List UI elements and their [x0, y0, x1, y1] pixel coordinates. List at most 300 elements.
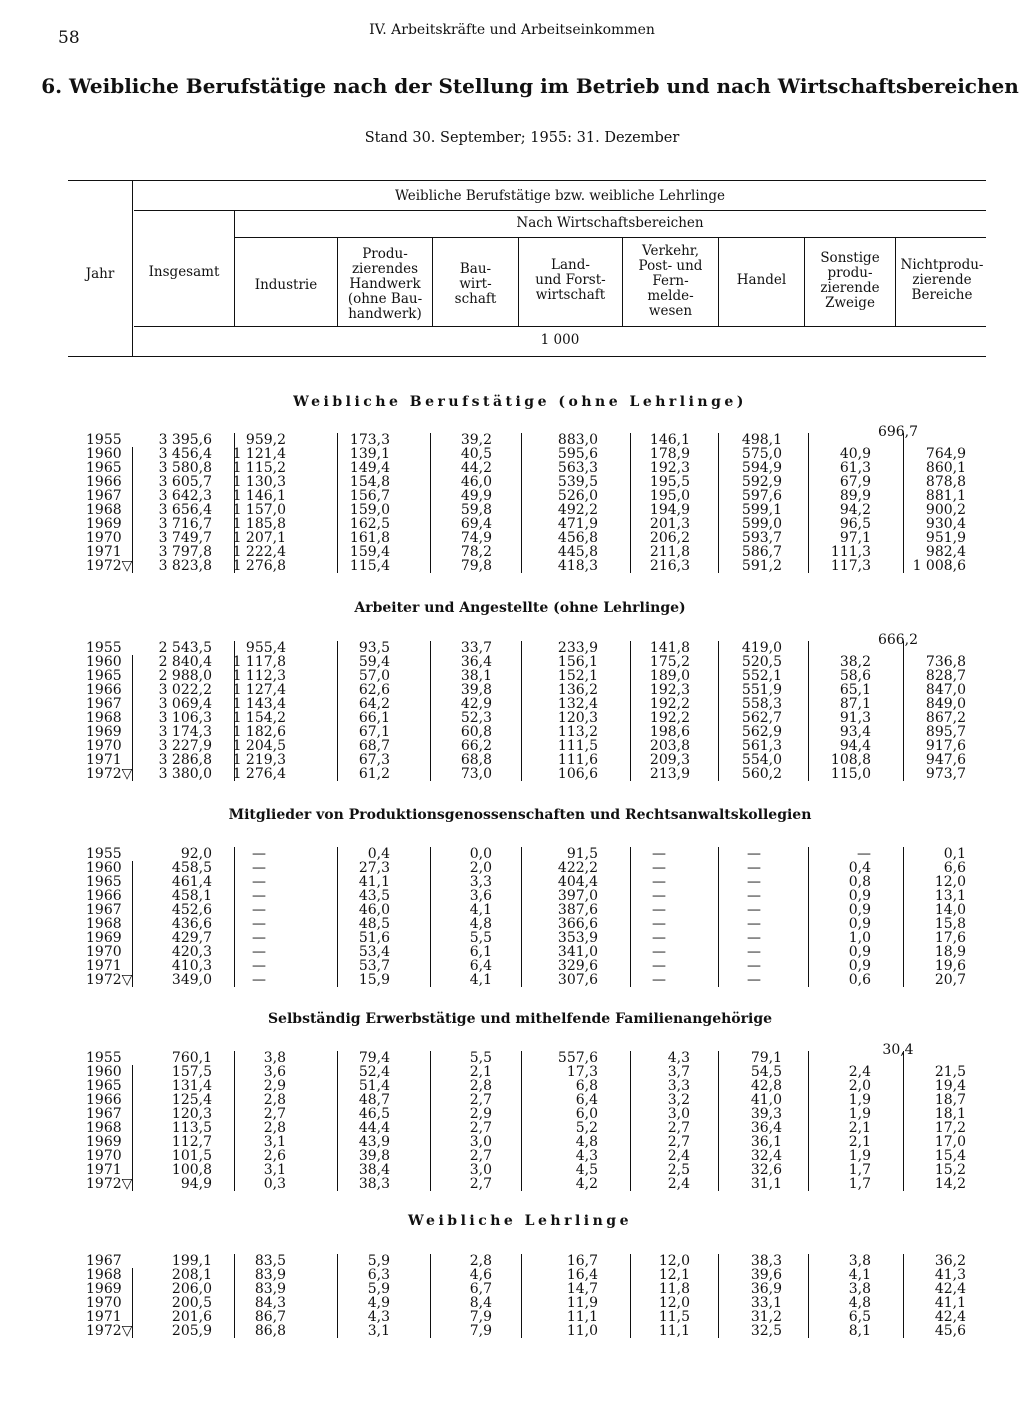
table-cell: 2,4: [667, 1148, 690, 1164]
table-cell: 115,0: [830, 766, 871, 782]
table-cell: 1969: [86, 930, 122, 946]
table-cell: 0,9: [848, 888, 871, 904]
table-cell: 1 219,3: [232, 752, 286, 768]
table-cell: 3,0: [469, 1134, 492, 1150]
table-cell: 420,3: [171, 944, 212, 960]
column-divider: [903, 641, 904, 781]
column-divider: [808, 1051, 809, 1191]
column-sonstige: [815, 1065, 871, 1191]
column-divider: [337, 1051, 338, 1191]
column-industrie: [232, 641, 286, 781]
section-heading-1: Weibliche Berufstätige (ohne Lehrlinge): [293, 394, 747, 410]
table-cell: 195,0: [649, 488, 690, 504]
table-cell: 38,4: [358, 1162, 390, 1178]
table-cell: —: [252, 958, 266, 974]
table-cell: 139,1: [349, 446, 390, 462]
table-cell: 40,5: [460, 446, 492, 462]
table-cell: 14,2: [934, 1176, 966, 1192]
table-cell: 341,0: [557, 944, 598, 960]
table-cell: —: [252, 930, 266, 946]
table-cell: 178,9: [649, 446, 690, 462]
column-handel: [726, 433, 782, 573]
table-cell: 6,6: [943, 860, 966, 876]
table-cell: 1965: [86, 874, 122, 890]
table-cell: 2 543,5: [158, 640, 212, 656]
table-cell: 1972▽: [86, 558, 133, 574]
table-cell: 3 797,8: [158, 544, 212, 560]
table-cell: 11,1: [566, 1309, 598, 1325]
table-cell: 6,1: [469, 944, 492, 960]
table-cell: 39,6: [750, 1267, 782, 1283]
column-verkehr: [628, 1254, 690, 1338]
table-cell: —: [747, 944, 761, 960]
column-sonstige: [815, 447, 871, 573]
table-cell: 52,4: [358, 1064, 390, 1080]
table-cell: 878,8: [925, 474, 966, 490]
column-industrie: [232, 847, 286, 987]
table-cell: —: [252, 944, 266, 960]
running-head: IV. Arbeitskräfte und Arbeitseinkommen: [369, 22, 655, 38]
table-cell: 353,9: [557, 930, 598, 946]
table-cell: 1970: [86, 944, 122, 960]
table-cell: —: [652, 902, 666, 918]
table-cell: 0,6: [848, 972, 871, 988]
table-cell: 18,7: [934, 1092, 966, 1108]
table-cell: 74,9: [460, 530, 492, 546]
table-cell: 3,2: [667, 1092, 690, 1108]
column-insgesamt: [140, 433, 212, 573]
table-cell: 157,5: [171, 1064, 212, 1080]
table-cell: 42,4: [934, 1309, 966, 1325]
column-handwerk: [342, 1051, 390, 1191]
table-cell: —: [252, 846, 266, 862]
table-cell: 67,9: [839, 474, 871, 490]
table-cell: 6,4: [469, 958, 492, 974]
table-cell: 4,8: [469, 916, 492, 932]
table-cell: 161,8: [349, 530, 390, 546]
table-cell: 96,5: [839, 516, 871, 532]
table-cell: 0,4: [367, 846, 390, 862]
table-cell: —: [252, 902, 266, 918]
column-verkehr: [628, 847, 690, 987]
table-cell: 6,8: [575, 1078, 598, 1094]
table-cell: 48,5: [358, 916, 390, 932]
table-cell: 1960: [86, 446, 122, 462]
table-cell: 19,4: [934, 1078, 966, 1094]
merged-sonstige-nichtprod: 696,7: [877, 424, 919, 440]
table-cell: 7,9: [469, 1309, 492, 1325]
table-cell: 17,3: [566, 1064, 598, 1080]
table-cell: 1955: [86, 432, 122, 448]
table-cell: 2,9: [469, 1106, 492, 1122]
column-divider: [808, 847, 809, 987]
table-cell: 3,3: [469, 874, 492, 890]
table-cell: 2,7: [469, 1120, 492, 1136]
table-cell: 2,8: [263, 1092, 286, 1108]
column-divider: [430, 847, 431, 987]
table-cell: 108,8: [830, 752, 871, 768]
table-cell: 562,7: [741, 710, 782, 726]
table-cell: 847,0: [925, 682, 966, 698]
table-cell: 1967: [86, 696, 122, 712]
table-cell: —: [747, 874, 761, 890]
table-cell: 445,8: [557, 544, 598, 560]
column-divider: [132, 861, 133, 987]
table-cell: 4,3: [575, 1148, 598, 1164]
table-cell: 3 227,9: [158, 738, 212, 754]
table-cell: 1960: [86, 860, 122, 876]
table-cell: 1972▽: [86, 972, 133, 988]
table-cell: 461,4: [171, 874, 212, 890]
table-cell: 1971: [86, 1162, 122, 1178]
table-cell: —: [652, 944, 666, 960]
table-cell: 84,3: [254, 1295, 286, 1311]
header-vline-jahr: [132, 180, 133, 356]
section-heading-5: Weibliche Lehrlinge: [407, 1213, 633, 1229]
table-cell: 1971: [86, 1309, 122, 1325]
table-cell: 79,1: [750, 1050, 782, 1066]
table-cell: 418,3: [557, 558, 598, 574]
table-cell: 91,3: [839, 710, 871, 726]
table-cell: 3 456,4: [158, 446, 212, 462]
header-nichtprod: Nichtprodu- zierende Bereiche: [900, 257, 984, 303]
table-cell: 12,0: [658, 1295, 690, 1311]
column-divider: [132, 1268, 133, 1338]
table-cell: 2,4: [848, 1064, 871, 1080]
table-cell: 3,8: [263, 1050, 286, 1066]
table-cell: 561,3: [741, 738, 782, 754]
table-cell: 36,4: [460, 654, 492, 670]
column-divider: [234, 641, 235, 781]
table-cell: 1969: [86, 1134, 122, 1150]
table-cell: 828,7: [925, 668, 966, 684]
table-cell: 1960: [86, 1064, 122, 1080]
column-divider: [132, 447, 133, 573]
table-cell: 208,1: [171, 1267, 212, 1283]
column-divider: [630, 847, 631, 987]
column-nichtprod: [900, 847, 966, 987]
table-cell: 0,0: [469, 846, 492, 862]
table-cell: 17,0: [934, 1134, 966, 1150]
column-handwerk: [342, 641, 390, 781]
column-divider: [521, 433, 522, 573]
table-cell: 61,3: [839, 460, 871, 476]
table-cell: 4,6: [469, 1267, 492, 1283]
table-cell: 42,9: [460, 696, 492, 712]
table-cell: 3 605,7: [158, 474, 212, 490]
table-cell: 94,4: [839, 738, 871, 754]
table-cell: 1971: [86, 544, 122, 560]
header-handel: Handel: [736, 272, 787, 288]
table-cell: 764,9: [925, 446, 966, 462]
table-cell: 4,9: [367, 1295, 390, 1311]
column-divider: [234, 847, 235, 987]
table-cell: 36,4: [750, 1120, 782, 1136]
merged-sonstige-nichtprod: 666,2: [877, 632, 919, 648]
table-cell: 3,0: [469, 1162, 492, 1178]
table-cell: 41,1: [934, 1295, 966, 1311]
table-cell: 1955: [86, 1050, 122, 1066]
table-cell: —: [252, 860, 266, 876]
table-cell: 4,8: [575, 1134, 598, 1150]
table-cell: 586,7: [741, 544, 782, 560]
table-cell: 203,8: [649, 738, 690, 754]
table-cell: 32,6: [750, 1162, 782, 1178]
header-group-top: Weibliche Berufstätige bzw. weibliche Lehrlinge: [394, 188, 726, 204]
table-cell: 205,9: [171, 1323, 212, 1339]
table-cell: 1970: [86, 530, 122, 546]
column-divider: [521, 1051, 522, 1191]
column-divider: [808, 1254, 809, 1338]
table-cell: 64,2: [358, 696, 390, 712]
table-cell: 6,7: [469, 1281, 492, 1297]
table-cell: 78,2: [460, 544, 492, 560]
table-cell: 404,4: [557, 874, 598, 890]
column-insgesamt: [140, 847, 212, 987]
table-cell: 0,9: [848, 944, 871, 960]
table-cell: 89,9: [839, 488, 871, 504]
table-cell: 1968: [86, 502, 122, 518]
table-cell: 0,9: [848, 916, 871, 932]
table-cell: 68,7: [358, 738, 390, 754]
header-group-sub: Nach Wirtschaftsbereichen: [516, 215, 704, 231]
table-cell: 552,1: [741, 668, 782, 684]
table-cell: 39,3: [750, 1106, 782, 1122]
column-insgesamt: [140, 1051, 212, 1191]
table-cell: 51,6: [358, 930, 390, 946]
table-cell: 87,1: [839, 696, 871, 712]
table-cell: 3 749,7: [158, 530, 212, 546]
table-cell: 11,1: [658, 1323, 690, 1339]
table-cell: 93,4: [839, 724, 871, 740]
table-cell: 2 988,0: [158, 668, 212, 684]
table-cell: 458,1: [171, 888, 212, 904]
table-cell: 1955: [86, 640, 122, 656]
table-cell: 1971: [86, 752, 122, 768]
table-cell: 2,7: [469, 1176, 492, 1192]
table-cell: 4,3: [367, 1309, 390, 1325]
table-cell: 39,2: [460, 432, 492, 448]
table-cell: 46,5: [358, 1106, 390, 1122]
table-cell: 141,8: [649, 640, 690, 656]
table-cell: 930,4: [925, 516, 966, 532]
table-cell: 3 106,3: [158, 710, 212, 726]
column-nichtprod: [900, 1065, 966, 1191]
table-cell: 492,2: [557, 502, 598, 518]
table-cell: 947,6: [925, 752, 966, 768]
table-cell: 6,3: [367, 1267, 390, 1283]
table-cell: 1 157,0: [232, 502, 286, 518]
table-cell: 206,2: [649, 530, 690, 546]
table-cell: 36,2: [934, 1253, 966, 1269]
table-cell: 66,2: [460, 738, 492, 754]
table-cell: 233,9: [557, 640, 598, 656]
column-bau: [440, 1051, 492, 1191]
table-cell: 21,5: [934, 1064, 966, 1080]
column-verkehr: [628, 641, 690, 781]
table-cell: 526,0: [557, 488, 598, 504]
table-cell: 3 395,6: [158, 432, 212, 448]
table-cell: 366,6: [557, 916, 598, 932]
table-cell: 1968: [86, 1267, 122, 1283]
table-cell: 11,9: [566, 1295, 598, 1311]
column-insgesamt: [140, 1254, 212, 1338]
table-cell: 68,8: [460, 752, 492, 768]
table-cell: 591,2: [741, 558, 782, 574]
table-cell: 2,5: [667, 1162, 690, 1178]
table-cell: 1966: [86, 888, 122, 904]
column-nichtprod: [900, 1254, 966, 1338]
table-cell: 46,0: [358, 902, 390, 918]
table-cell: 3,1: [367, 1323, 390, 1339]
table-cell: 41,0: [750, 1092, 782, 1108]
table-cell: 49,9: [460, 488, 492, 504]
table-cell: 79,8: [460, 558, 492, 574]
table-cell: 120,3: [171, 1106, 212, 1122]
table-cell: 551,9: [741, 682, 782, 698]
table-cell: 6,5: [848, 1309, 871, 1325]
table-cell: 410,3: [171, 958, 212, 974]
table-cell: 557,6: [557, 1050, 598, 1066]
table-cell: 97,1: [839, 530, 871, 546]
column-land: [526, 641, 598, 781]
table-cell: 456,8: [557, 530, 598, 546]
table-cell: 94,9: [180, 1176, 212, 1192]
column-divider: [903, 1254, 904, 1338]
table-cell: 429,7: [171, 930, 212, 946]
table-cell: 48,7: [358, 1092, 390, 1108]
table-cell: 867,2: [925, 710, 966, 726]
table-cell: 849,0: [925, 696, 966, 712]
table-cell: 36,9: [750, 1281, 782, 1297]
column-divider: [808, 433, 809, 573]
table-cell: 2,7: [667, 1120, 690, 1136]
column-bau: [440, 641, 492, 781]
table-cell: 594,9: [741, 460, 782, 476]
column-sonstige: [815, 847, 871, 987]
table-cell: 6,0: [575, 1106, 598, 1122]
table-cell: 40,9: [839, 446, 871, 462]
table-cell: 92,0: [180, 846, 212, 862]
table-cell: 113,2: [557, 724, 598, 740]
column-divider: [234, 433, 235, 573]
table-cell: 58,6: [839, 668, 871, 684]
table-cell: 3 174,3: [158, 724, 212, 740]
table-cell: 216,3: [649, 558, 690, 574]
column-divider: [430, 641, 431, 781]
table-cell: 860,1: [925, 460, 966, 476]
table-cell: —: [252, 888, 266, 904]
table-cell: 38,2: [839, 654, 871, 670]
table-cell: 39,8: [460, 682, 492, 698]
page-number: 58: [58, 28, 80, 48]
table-cell: 59,8: [460, 502, 492, 518]
table-cell: 115,4: [349, 558, 390, 574]
column-handwerk: [342, 1254, 390, 1338]
table-cell: 39,8: [358, 1148, 390, 1164]
table-cell: 159,4: [349, 544, 390, 560]
table-cell: —: [747, 860, 761, 876]
merged-sonstige-nichtprod: 30,4: [882, 1042, 914, 1058]
table-cell: 895,7: [925, 724, 966, 740]
table-cell: 201,6: [171, 1309, 212, 1325]
table-cell: 1,9: [848, 1148, 871, 1164]
header-sonstige: Sonstige produ- zierende Zweige: [820, 250, 880, 311]
table-cell: 5,9: [367, 1253, 390, 1269]
column-industrie: [232, 1254, 286, 1338]
table-cell: 1967: [86, 902, 122, 918]
table-cell: 387,6: [557, 902, 598, 918]
column-bau: [440, 847, 492, 987]
table-cell: 101,5: [171, 1148, 212, 1164]
table-cell: 3,8: [848, 1281, 871, 1297]
table-cell: 117,3: [830, 558, 871, 574]
table-cell: 46,0: [460, 474, 492, 490]
table-cell: 2,1: [848, 1120, 871, 1136]
table-cell: 3 716,7: [158, 516, 212, 532]
column-bau: [440, 1254, 492, 1338]
table-cell: 349,0: [171, 972, 212, 988]
section-heading-2: Arbeiter und Angestellte (ohne Lehrlinge): [354, 600, 686, 616]
table-cell: 3,3: [667, 1078, 690, 1094]
table-cell: 33,7: [460, 640, 492, 656]
table-cell: 162,5: [349, 516, 390, 532]
table-cell: 198,6: [649, 724, 690, 740]
table-cell: 452,6: [171, 902, 212, 918]
table-cell: 4,2: [575, 1176, 598, 1192]
table-cell: 1 185,8: [232, 516, 286, 532]
table-cell: 83,9: [254, 1281, 286, 1297]
column-handel: [726, 641, 782, 781]
table-cell: —: [252, 916, 266, 932]
table-cell: 199,1: [171, 1253, 212, 1269]
table-cell: 1 204,5: [232, 738, 286, 754]
section-heading-4: Selbständig Erwerbstätige und mithelfende Familienangehörige: [267, 1011, 773, 1027]
table-cell: 2,7: [469, 1148, 492, 1164]
column-land: [526, 433, 598, 573]
table-cell: 1966: [86, 682, 122, 698]
table-cell: 2,0: [469, 860, 492, 876]
table-cell: 3 069,4: [158, 696, 212, 712]
table-cell: 8,4: [469, 1295, 492, 1311]
column-divider: [521, 847, 522, 987]
table-cell: 1 146,1: [232, 488, 286, 504]
column-divider: [630, 641, 631, 781]
column-land: [526, 1051, 598, 1191]
column-sonstige: [815, 655, 871, 781]
table-cell: —: [652, 958, 666, 974]
table-cell: 4,8: [848, 1295, 871, 1311]
column-nichtprod: [900, 655, 966, 781]
table-cell: 15,2: [934, 1162, 966, 1178]
table-cell: —: [652, 916, 666, 932]
table-cell: 51,4: [358, 1078, 390, 1094]
table-cell: 554,0: [741, 752, 782, 768]
column-divider: [234, 1051, 235, 1191]
table-cell: 1970: [86, 1148, 122, 1164]
column-nichtprod: [900, 447, 966, 573]
table-cell: 2,9: [263, 1078, 286, 1094]
table-cell: 982,4: [925, 544, 966, 560]
table-cell: 86,8: [254, 1323, 286, 1339]
table-cell: 436,6: [171, 916, 212, 932]
table-cell: 32,5: [750, 1323, 782, 1339]
table-cell: 1966: [86, 1092, 122, 1108]
table-cell: 111,6: [557, 752, 598, 768]
column-years: [86, 641, 134, 781]
table-cell: 154,8: [349, 474, 390, 490]
table-cell: 1,0: [848, 930, 871, 946]
